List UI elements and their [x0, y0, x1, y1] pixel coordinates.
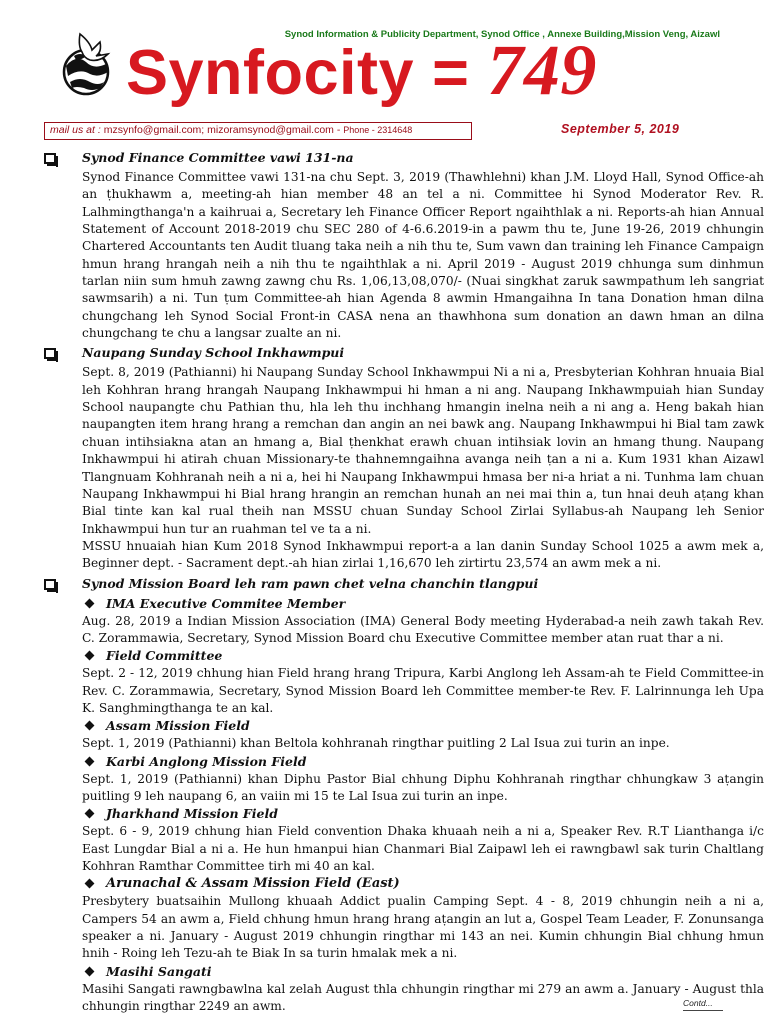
diamond-bullet-icon — [85, 651, 95, 661]
checkbox-bullet-icon — [44, 579, 56, 590]
subsection-header — [82, 753, 730, 771]
checkbox-bullet-icon — [44, 153, 56, 164]
subsection-title: Arunachal & Assam Mission Field (East) — [106, 876, 400, 892]
diamond-bullet-icon — [85, 879, 95, 889]
subsection-header — [82, 875, 730, 893]
subsection-paragraph: Sept. 1, 2019 (Pathianni) khan Diphu Pastor Bial chhung Diphu Kohhranah ringthar chhungkaw 3 aṭangin puitling 9 leh naupang 6, an vaiin mi 15 te Lal Isua zui turin an inpe. — [82, 771, 764, 803]
subsection-header — [82, 963, 730, 981]
subsection-title: Masihi Sangati — [106, 963, 212, 979]
subsection-paragraph: Presbytery buatsaihin Mullong khuaah Addict pualin Camping Sept. 4 - 8, 2019 chhungin neih a ni a, Campers 54 an awm a, Field chhung hmun hrang hrang aṭangin an lut a, Gospel Team Leader, F. Zonunsanga speaker a ni. January - August 2019 chhungin ringthar mi 143 an nei. Kumin chhungin Bial chhung hmun hnih - Roing leh Tezu-ah te Biak In sa turin hmalak mek a ni. — [82, 894, 764, 961]
diamond-bullet-icon — [85, 721, 95, 731]
section-header — [40, 343, 730, 364]
section-title: Synod Mission Board leh ram pawn chet velna chanchin tlangpui — [82, 575, 539, 591]
subsection-header — [82, 717, 730, 735]
mail-label: mail us at : — [50, 124, 101, 136]
diamond-bullet-icon — [85, 809, 95, 819]
brand-word: Synfocity = — [126, 38, 488, 108]
subsection-paragraph: Sept. 2 - 12, 2019 chhung hian Field hrang hrang Tripura, Karbi Anglong leh Assam-ah te Field Committee-in Rev. C. Zorammawia, Secretary, Synod Mission Board leh Committee member-te Rev. F. Lalrinnunga leh Upa K. Sanghmingthanga te an kal. — [82, 666, 764, 715]
section-paragraph: Sept. 8, 2019 (Pathianni) hi Naupang Sunday School Inkhawmpui Ni a ni a, Presbyterian Kohhran hnuaia Bial leh Kohhran hrang hrangah Naupang Inkhawmpui hi hman a ni ang. Naupang Inkhawmpuiah hian Sunday School naupangte chu Pathian thu, hla leh thu inchhang hmangin inelna neih a ni ang a. Heng bakah hian naupangten item hrang hrang a remchan dan angin an nei bawk ang. Naupang Inkhawmpui hi Bial tam zawk chuan intihsiakna atan an hmang a, Bial ṭhenkhat erawh chuan intihsiak lovin an hmang thung. Naupang Inkhawmpui hi atirah chuan Missionary-te thahnemngaihna avanga neih ṭan a ni a. Kum 1931 khan Aizawl Tlangnuam Kohhranah neih a ni a, hei hi Naupang Inkhawmpui hmasa ber ni-a hriat a ni. Tunhma lam chuan Naupang Inkhawmpui hi Bial hrang hrangin an remchan hunah an nei mai thin a, tun hnai deuh aṭang khan Bial tinte kan kal rual theih nan MSSU chuan Sunday School Zirlai Syllabus-ah Naupang leh Senior Inkhawmpui hun tur an ruahman tel ve ta a ni. — [82, 365, 764, 536]
diamond-bullet-icon — [85, 966, 95, 976]
subsection-paragraph: Aug. 28, 2019 a Indian Mission Association (IMA) General Body meeting Hyderabad-a neih zawh takah Rev. C. Zorammawia, Secretary, Synod Mission Board chu Executive Committee member atan ruat thar a ni. — [82, 613, 764, 645]
contact-emails[interactable]: mzsynfo@gmail.com; mizoramsynod@gmail.com - — [100, 124, 344, 136]
section-paragraph: MSSU hnuaiah hian Kum 2018 Synod Inkhawmpui report-a a lan danin Sunday School 1025 a awm mek a, Beginner dept. - Sacrament dept.-ah hian zirlai 1,16,670 leh zirtirtu 23,574 an awm mek a ni. — [82, 538, 764, 571]
globe-dove-logo — [56, 32, 118, 98]
diamond-bullet-icon — [85, 756, 95, 766]
publisher-line: Synod Information & Publicity Department, Synod Office , Annexe Building,Mission Veng, Aizawl — [284, 29, 720, 40]
subsection-title: IMA Executive Commitee Member — [106, 595, 346, 611]
contact-bar — [44, 122, 472, 140]
subsection-header — [82, 647, 730, 665]
subsection-title: Jharkhand Mission Field — [106, 806, 278, 822]
issue-date: September 5, 2019 — [561, 122, 680, 136]
subsection-title: Field Committee — [106, 648, 223, 664]
checkbox-bullet-icon — [44, 348, 56, 359]
subsection-header — [82, 805, 730, 823]
subsection-title: Karbi Anglong Mission Field — [106, 753, 307, 769]
contact-phone: Phone - 2314648 — [343, 125, 413, 135]
diamond-bullet-icon — [85, 598, 95, 608]
subsection-header — [82, 595, 730, 613]
section-paragraph: Synod Finance Committee vawi 131-na chu Sept. 3, 2019 (Thawhlehni) khan J.M. Lloyd Hall, Synod Office-ah an ṭhukhawm a, meeting-ah hian member 48 an tel a ni. Committee hi Synod Moderator Rev. R. Lalhmingthanga'n a kaihruai a, Secretary leh Finance Officer Report ngaihthlak a ni. Reports-ah hian Annual Statement of Account 2018-2019 chu SEC 280 of 4-6.6.2019-in a pawm thu te, June 19-26, 2019 chhungin Chartered Accountants ten Audit tluang taka neih a nih thu te, Sum vawn dan training leh Finance Campaign hmun hrang hrangah neih a nih thu te ngaihthlak a ni. April 2019 - August 2019 chhunga sum dinhmun tarlan niin sum hmuh zawng zawng chu Rs. 1,06,13,08,070/- (Nuai singkhat zaruk sawmpathum leh sangriat sawmsarih) a ni. Tun ṭum Committee-ah hian Agenda 8 awmin Hmangaihna In tana Donation hman dilna chungchang leh Synod Social Front-in CASA nena an thawhhona sum donation an dawn hman an dilna chungchang te chu a langsar zualte an ni. — [82, 170, 764, 341]
issue-number: 749 — [487, 30, 597, 110]
continued-underline — [683, 1010, 723, 1011]
section-header — [40, 574, 730, 595]
subsection-title: Assam Mission Field — [106, 718, 250, 734]
continued-note: Contd... — [683, 998, 713, 1008]
subsection-paragraph: Sept. 6 - 9, 2019 chhung hian Field convention Dhaka khuaah neih a ni a, Speaker Rev. R.T Lianthanga i/c East Lungdar Bial a ni a. He hun hmanpui hian Chanmari Bial Zaipawl leh ei rawngbawl sak turin Chaltlang Kohhran Ramthar Committee tirh mi 40 an kal. — [82, 824, 764, 873]
section-header — [40, 148, 730, 169]
subsection-paragraph: Masihi Sangati rawngbawlna kal zelah August thla chhungin ringthar mi 279 an awm a. January - August thla chhungin ringthar 2249 an awm. — [82, 981, 764, 1014]
article-body — [40, 148, 764, 1015]
section-title: Synod Finance Committee vawi 131-na — [82, 150, 354, 165]
section-title: Naupang Sunday School Inkhawmpui — [82, 345, 345, 361]
subsection-paragraph: Sept. 1, 2019 (Pathianni) khan Beltola kohhranah ringthar puitling 2 Lal Isua zui turin an inpe. — [82, 736, 670, 751]
